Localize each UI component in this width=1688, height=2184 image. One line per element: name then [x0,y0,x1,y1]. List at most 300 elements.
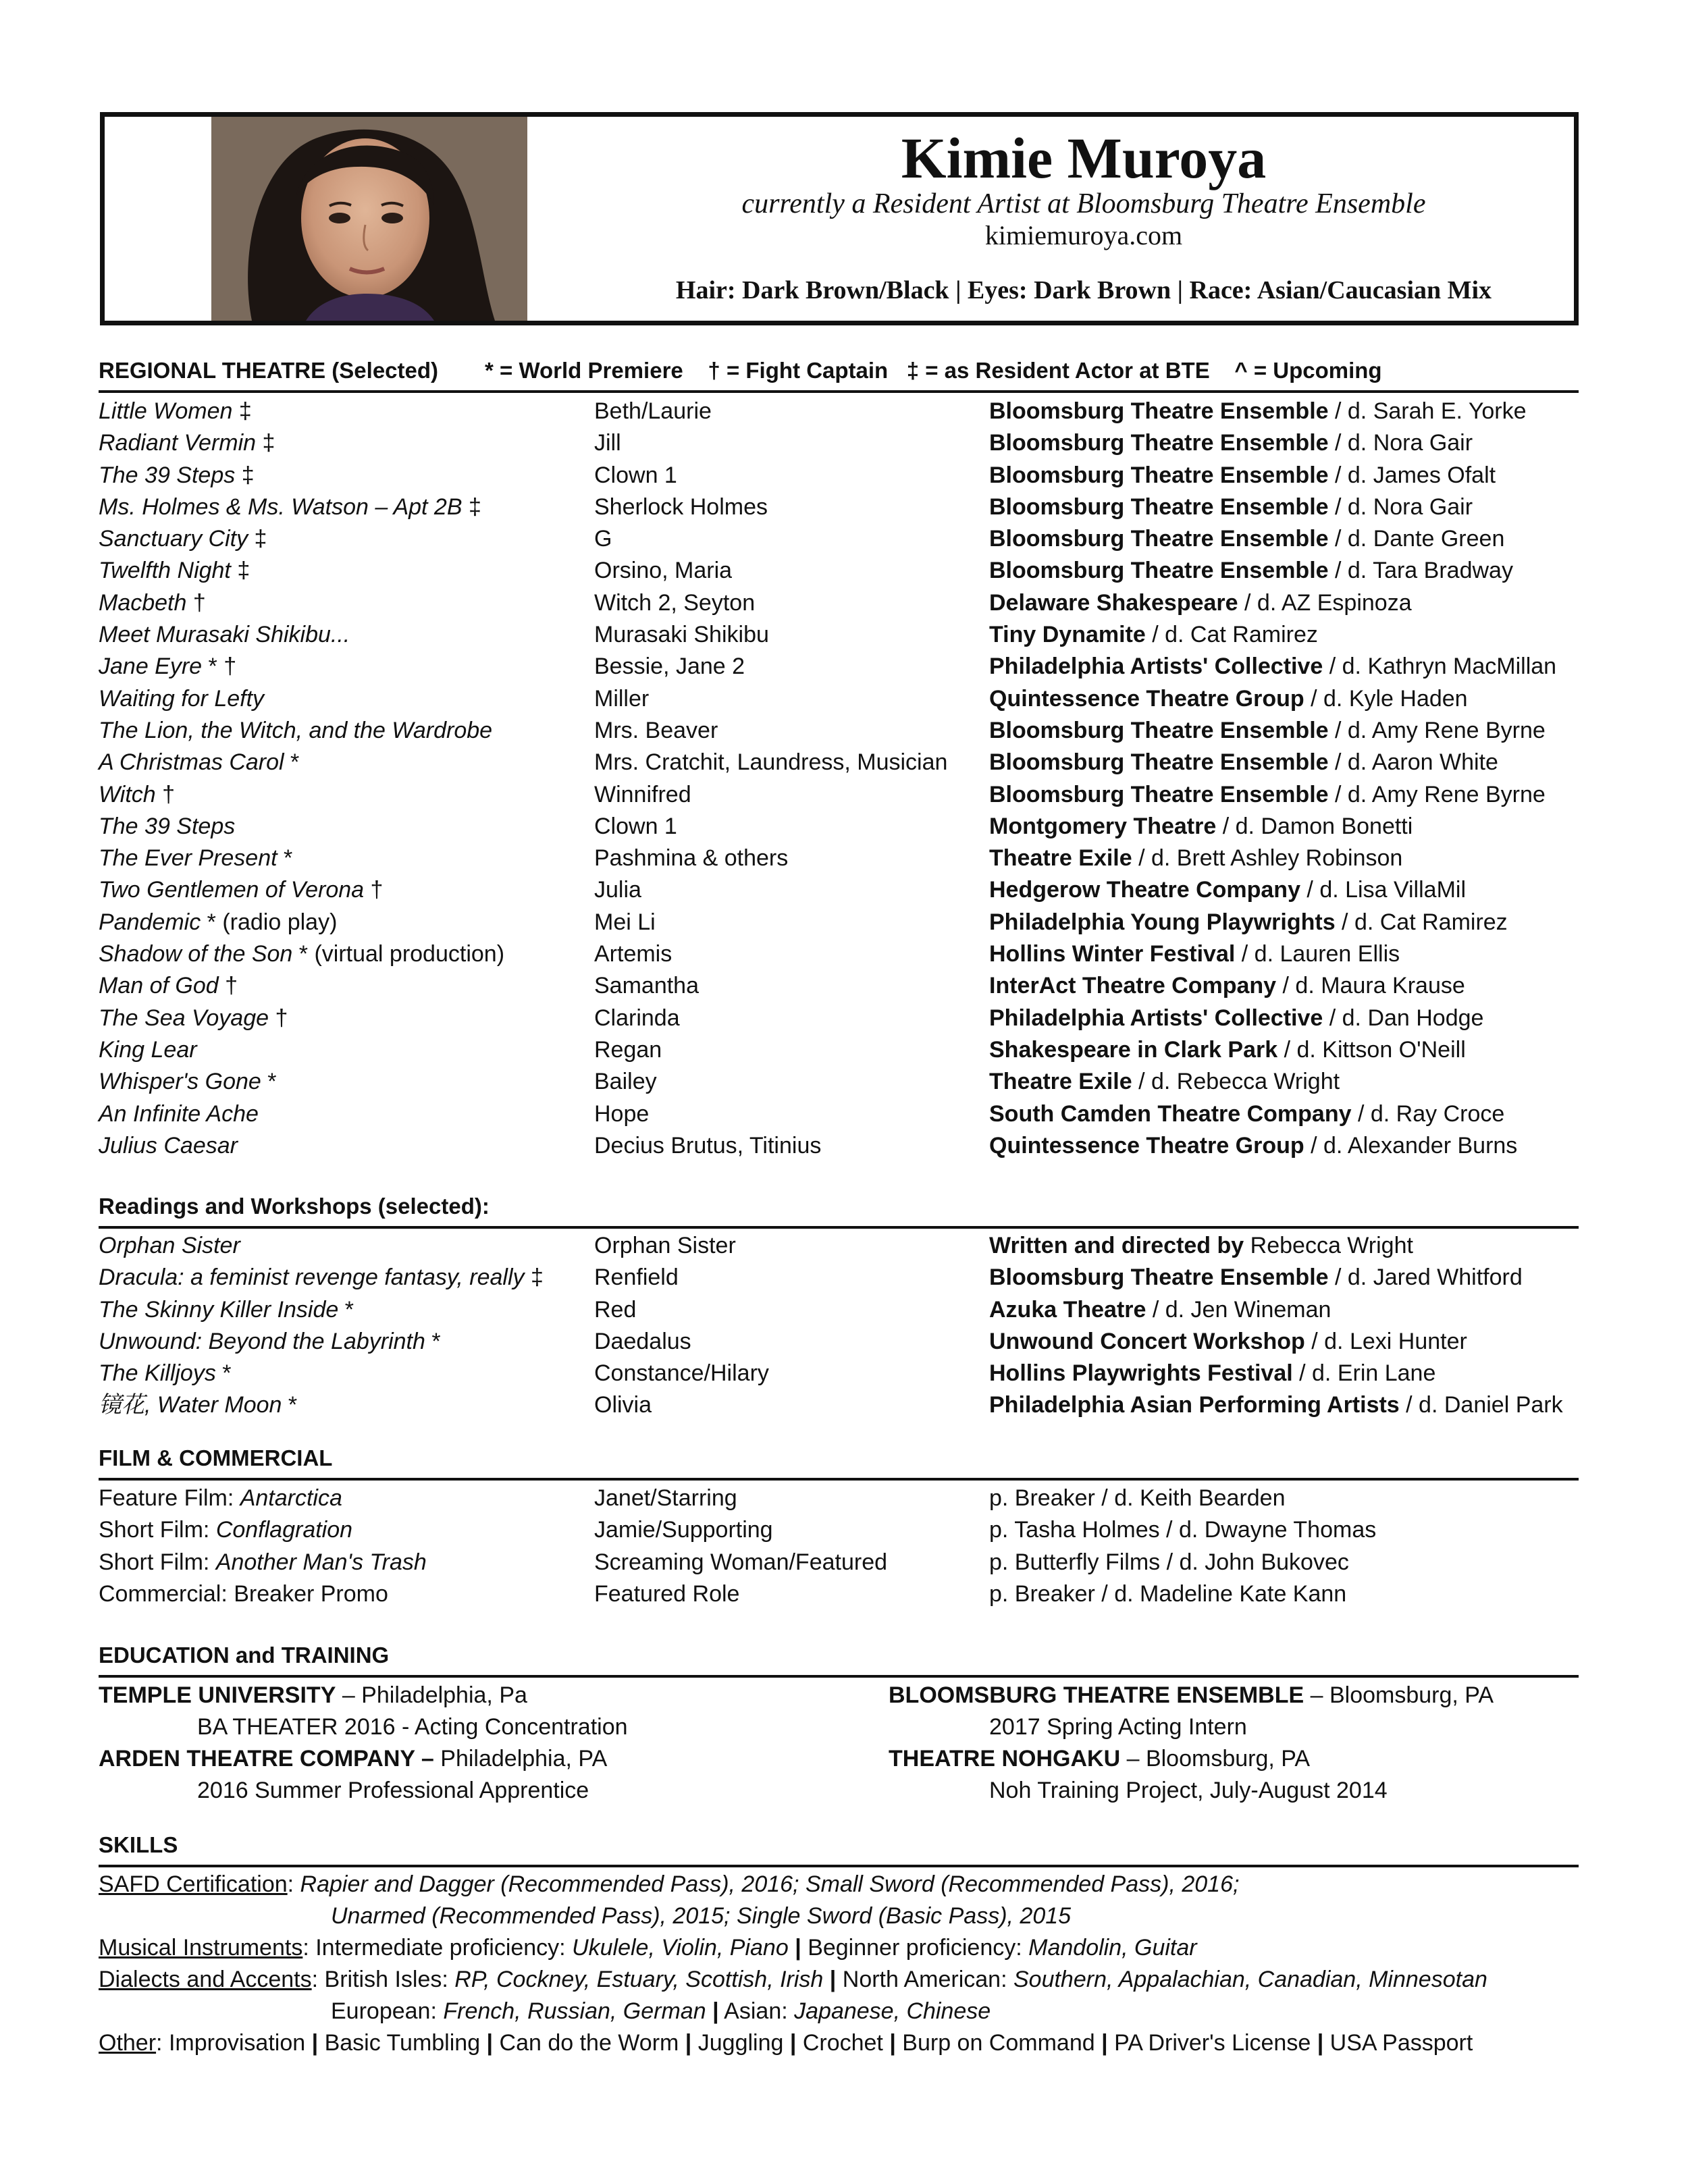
credit-company-cell [989,527,1504,550]
other-skill-item: Improvisation [168,2030,306,2056]
credit-role: Julia [594,877,641,903]
credit-director: / d. Erin Lane [1292,1360,1436,1387]
credit-title: Man of God [99,973,219,999]
credit-title-cell [99,591,206,614]
credit-company-cell [989,623,1318,646]
credit-title-cell [99,1298,354,1321]
readings-credits-list [0,1234,1688,1426]
film-title-cell [99,1551,427,1574]
credit-company-cell [989,464,1496,487]
credit-suffix: ‡ [524,1264,544,1291]
credit-suffix: * [277,845,293,872]
credit-director: / d. Nora Gair [1328,430,1473,456]
credit-role: Pashmina & others [594,845,789,872]
credit-title: Pandemic [99,909,201,935]
credit-company: Philadelphia Young Playwrights [989,909,1336,935]
credit-title-cell [99,400,252,423]
credit-title-cell [99,655,236,678]
readings-heading: Readings and Workshops (selected): [99,1194,490,1219]
school-name: TEMPLE UNIVERSITY [99,1682,336,1708]
credit-title: The Skinny Killer Inside [99,1296,339,1323]
credit-role: Renfield [594,1264,679,1291]
credit-company-cell [989,559,1513,582]
credit-role: Murasaki Shikibu [594,622,769,648]
credit-role: Clown 1 [594,462,677,488]
credit-suffix: † [364,877,384,903]
other-skill-item: Crochet [802,2030,883,2056]
credit-title: Julius Caesar [99,1132,238,1158]
film-credit: p. Butterfly Films / d. John Bukovec [989,1549,1349,1575]
film-credit: p. Breaker / d. Keith Bearden [989,1485,1286,1511]
section-rule [99,1675,1579,1678]
credit-title: A Christmas Carol [99,749,284,776]
credit-company: InterAct Theatre Company [989,973,1277,999]
film-title-cell [99,1487,342,1510]
credit-title: King Lear [99,1036,197,1063]
film-role: Janet/Starring [594,1485,737,1511]
credit-company: Hedgerow Theatre Company [989,877,1300,903]
film-title: Antarctica [240,1485,342,1511]
regional-theatre-heading: REGIONAL THEATRE (Selected) [99,358,439,383]
credit-role: Constance/Hilary [594,1360,769,1387]
credit-row [0,1038,1688,1070]
credit-role: Mrs. Cratchit, Laundress, Musician [594,749,948,776]
credit-company-cell [989,1102,1504,1125]
credit-row [0,1330,1688,1362]
credit-role: Mei Li [594,909,656,935]
safd-detail: Rapier and Dagger (Recommended Pass), 2016; Small Sword (Recommended Pass), 2016; [300,1871,1240,1897]
credit-director: / d. Lisa VillaMil [1300,877,1467,903]
credit-suffix: * [261,1069,277,1095]
credit-director: / d. Sarah E. Yorke [1328,398,1527,424]
credit-company: Tiny Dynamite [989,622,1146,648]
credit-title-cell [99,719,492,742]
credit-row [0,464,1688,496]
school-name: THEATRE NOHGAKU [889,1746,1121,1772]
credit-company: Philadelphia Asian Performing Artists [989,1392,1400,1418]
credit-title: Dracula: a feminist revenge fantasy, really [99,1264,525,1291]
credit-company: Bloomsburg Theatre Ensemble [989,494,1329,520]
credit-company-cell [989,1234,1413,1257]
credit-title: An Infinite Ache [99,1100,259,1127]
credit-director: / d. Brett Ashley Robinson [1132,845,1403,872]
credit-company-cell [989,751,1498,774]
credit-company: Quintessence Theatre Group [989,685,1304,712]
credit-suffix: * (virtual production) [292,941,505,967]
credit-director: / d. Nora Gair [1328,494,1473,520]
credit-title: Waiting for Lefty [99,685,265,712]
credit-suffix: † [186,589,206,616]
education-entry [889,1684,1494,1707]
credit-company: South Camden Theatre Company [989,1100,1352,1127]
credit-role: G [594,526,612,552]
credit-row [0,751,1688,782]
credit-company-cell [989,687,1468,710]
credit-company: Theatre Exile [989,845,1132,872]
credit-row [0,1007,1688,1038]
credit-row [0,1234,1688,1266]
credit-row [0,1102,1688,1134]
separator: | [1094,2030,1115,2056]
credit-suffix: ‡ [235,462,255,488]
credit-director: / d. Cat Ramirez [1145,622,1318,648]
film-row [0,1551,1688,1582]
website-link[interactable]: kimiemuroya.com [984,220,1183,250]
credit-role: Winnifred [594,781,691,807]
credit-company-cell [989,1298,1331,1321]
credit-suffix: * (radio play) [201,909,338,935]
credit-suffix: † [269,1005,288,1031]
education-entry [99,1684,527,1707]
credit-director: / d. Damon Bonetti [1216,813,1413,839]
school-location: – Bloomsburg, PA [1304,1682,1494,1708]
credit-row [0,687,1688,719]
credit-director: / d. Aaron White [1328,749,1498,776]
credit-title: Macbeth [99,589,187,616]
credit-title-cell [99,1362,232,1385]
credit-title: Twelfth Night [99,558,231,584]
music-line: Musical Instruments: Intermediate proficiency: Ukulele, Violin, Piano | Beginner proficiency: Mandolin, Guitar [99,1935,1197,1961]
school-location: Philadelphia, PA [440,1746,608,1772]
film-row [0,1582,1688,1614]
credit-company-cell [989,1038,1466,1061]
credit-row [0,974,1688,1006]
credit-row [0,719,1688,751]
credit-row [0,815,1688,847]
credit-company-cell [989,400,1527,423]
music-beginner: Mandolin, Guitar [1028,1935,1197,1961]
credit-row [0,1070,1688,1102]
credit-company: Bloomsburg Theatre Ensemble [989,430,1329,456]
credit-company-cell [989,1393,1563,1416]
credit-title-cell [99,623,350,646]
separator: | [783,2030,803,2056]
credit-director: / d. Amy Rene Byrne [1328,781,1546,807]
credit-role: Bessie, Jane 2 [594,654,745,680]
credit-title-cell [99,1007,288,1030]
credit-title-cell [99,496,481,518]
credit-director: / d. Dante Green [1328,526,1505,552]
credit-company: Unwound Concert Workshop [989,1328,1305,1354]
music-inter-label: Intermediate proficiency: [315,1935,573,1961]
film-role: Screaming Woman/Featured [594,1549,888,1575]
education-detail: BA THEATER 2016 - Acting Concentration [197,1714,628,1740]
credit-title: Two Gentlemen of Verona [99,877,365,903]
film-type: Commercial: Breaker Promo [99,1580,388,1607]
credit-role: Daedalus [594,1328,691,1354]
credit-title: Meet Murasaki Shikibu... [99,622,350,648]
credit-row [0,878,1688,910]
credit-title-cell [99,1234,240,1257]
other-skill-item: Burp on Command [902,2030,1095,2056]
credit-row [0,623,1688,655]
credit-company: Bloomsburg Theatre Ensemble [989,781,1329,807]
film-type: Feature Film: [99,1485,240,1511]
dialects-line: Dialects and Accents: British Isles: RP, Cockney, Estuary, Scottish, Irish | North American: Southern, Appalachian, Canadian, Minnesotan [99,1967,1487,1992]
credit-company-cell [989,591,1412,614]
credit-suffix: * [215,1360,232,1387]
credit-title: The Ever Present [99,845,278,872]
credit-title-cell [99,1393,297,1416]
credit-role: Miller [594,685,650,712]
credit-director: / d. Jen Wineman [1146,1296,1331,1323]
skills-heading: SKILLS [99,1832,178,1857]
credit-row [0,1266,1688,1298]
other-skill-item: PA Driver's License [1114,2030,1311,2056]
other-skill-item: USA Passport [1329,2030,1473,2056]
school-location: – Bloomsburg, PA [1120,1746,1311,1772]
credit-row [0,400,1688,431]
credit-title: Ms. Holmes & Ms. Watson – Apt 2B [99,494,463,520]
credit-row [0,559,1688,591]
header-box [100,112,1579,325]
film-title-cell [99,1582,388,1605]
separator: | [679,2030,698,2056]
credit-role: Sherlock Holmes [594,494,768,520]
asian-dialects: Japanese, Chinese [794,1998,991,2024]
credit-company-cell [989,1134,1517,1157]
credit-title-cell [99,751,299,774]
film-title: Another Man's Trash [215,1549,427,1575]
credit-title-cell [99,1070,277,1093]
credit-title: Little Women [99,398,233,424]
credit-role: Decius Brutus, Titinius [594,1132,822,1158]
credit-title-cell [99,559,250,582]
credit-director: / d. Lauren Ellis [1235,941,1400,967]
credit-company: Delaware Shakespeare [989,589,1238,616]
credit-company-cell [989,783,1546,806]
credit-director: / d. Rebecca Wright [1132,1069,1340,1095]
credit-company: Bloomsburg Theatre Ensemble [989,526,1329,552]
credit-row [0,847,1688,878]
credit-title: Whisper's Gone [99,1069,261,1095]
safd-detail-continued: Unarmed (Recommended Pass), 2015; Single Sword (Basic Pass), 2015 [331,1903,1072,1929]
credit-role: Beth/Laurie [594,398,712,424]
credit-company-cell [989,911,1508,934]
credit-suffix: ‡ [462,494,481,520]
credit-role: Clown 1 [594,813,677,839]
film-type: Short Film: [99,1549,216,1575]
credit-title-cell [99,1134,238,1157]
credit-row [0,1298,1688,1330]
symbol-legend: * = World Premiere † = Fight Captain ‡ = as Resident Actor at BTE ^ = Upcoming [485,358,1382,383]
credit-company: Bloomsburg Theatre Ensemble [989,398,1329,424]
separator: | [480,2030,500,2056]
credit-title: The Lion, the Witch, and the Wardrobe [99,717,493,743]
credit-director: / d. Ray Croce [1351,1100,1505,1127]
tagline: currently a Resident Artist at Bloomsburg Theatre Ensemble [741,188,1426,219]
section-rule [99,1226,1579,1229]
credit-title-cell [99,815,235,838]
other-label: Other [99,2030,157,2056]
credit-role: Samantha [594,973,699,999]
credit-company-cell [989,847,1402,870]
credit-title: The 39 Steps [99,462,236,488]
credit-title-cell [99,847,292,870]
credit-row [0,1393,1688,1425]
credit-row [0,1362,1688,1393]
credit-company: Azuka Theatre [989,1296,1146,1323]
credit-title: Sanctuary City [99,526,248,552]
credit-title: 镜花, Water Moon [99,1392,282,1418]
credit-company: Bloomsburg Theatre Ensemble [989,462,1329,488]
credit-company-cell [989,1330,1467,1353]
credit-company: Written and directed by [989,1233,1244,1258]
credit-row [0,942,1688,974]
film-role: Jamie/Supporting [594,1517,773,1543]
credit-row [0,1134,1688,1166]
education-entry [889,1747,1310,1770]
credit-director: / d. Kathryn MacMillan [1323,654,1557,680]
credit-company: Bloomsburg Theatre Ensemble [989,1264,1329,1291]
credit-company: Bloomsburg Theatre Ensemble [989,717,1329,743]
credit-company-cell [989,1362,1435,1385]
film-credit: p. Breaker / d. Madeline Kate Kann [989,1580,1347,1607]
north-american-dialects: Southern, Appalachian, Canadian, Minnesotan [1013,1967,1487,1992]
film-credit: p. Tasha Holmes / d. Dwayne Thomas [989,1517,1377,1543]
credit-director: / d. Cat Ramirez [1335,909,1508,935]
credit-suffix: ‡ [230,558,250,584]
education-entry [99,1747,607,1770]
credit-suffix: ‡ [248,526,267,552]
section-rule [99,390,1579,393]
section-rule [99,1478,1579,1481]
european-label: European: [331,1998,444,2024]
credit-role: Witch 2, Seyton [594,589,756,616]
credit-company-cell [989,974,1465,997]
credit-company-cell [989,1007,1483,1030]
credit-row [0,655,1688,687]
credit-company-cell [989,431,1473,454]
credit-title-cell [99,911,337,934]
dialects-line-continued: European: French, Russian, German | Asian: Japanese, Chinese [331,1998,991,2024]
other-skill-item: Can do the Worm [499,2030,679,2056]
credit-suffix: * [425,1328,441,1354]
film-row [0,1518,1688,1550]
credit-role: Regan [594,1036,662,1063]
credit-title: The 39 Steps [99,813,236,839]
education-detail: 2017 Spring Acting Intern [989,1714,1247,1740]
credit-title-cell [99,1102,259,1125]
music-intermediate: Ukulele, Violin, Piano [572,1935,789,1961]
credit-title-cell [99,783,175,806]
separator: | [1311,2030,1330,2056]
music-begin-label: Beginner proficiency: [808,1935,1029,1961]
credit-title-cell [99,1330,441,1353]
separator: | [305,2030,325,2056]
credit-role: Clarinda [594,1005,680,1031]
credit-suffix: ‡ [232,398,252,424]
physical-stats: Hair: Dark Brown/Black | Eyes: Dark Brown | Race: Asian/Caucasian Mix [675,276,1492,304]
dialects-label: Dialects and Accents [99,1967,312,1992]
credit-role: Bailey [594,1069,657,1095]
credit-company: Bloomsburg Theatre Ensemble [989,558,1329,584]
credit-company-cell [989,942,1400,965]
credit-role: Mrs. Beaver [594,717,718,743]
other-skill-item: Juggling [697,2030,784,2056]
credit-company-cell [989,878,1466,901]
name-heading: Kimie Muroya [901,126,1267,190]
film-title: Conflagration [215,1517,353,1543]
credit-director: / d. Alexander Burns [1304,1132,1518,1158]
credit-title-cell [99,942,504,965]
separator: | [882,2030,903,2056]
credit-company-cell [989,496,1473,518]
education-detail: 2016 Summer Professional Apprentice [197,1778,589,1803]
credit-title: The Sea Voyage [99,1005,269,1031]
credit-title-cell [99,974,238,997]
asian-label: Asian: [724,1998,795,2024]
credit-title-cell [99,1038,197,1061]
credit-title-cell [99,1266,544,1289]
safd-line: SAFD Certification: Rapier and Dagger (Recommended Pass), 2016; Small Sword (Recommended Pass), 2016; [99,1871,1240,1897]
film-credits-list [0,1487,1688,1614]
section-rule [99,1865,1579,1867]
credit-suffix: † [218,973,238,999]
regional-credits-list [0,400,1688,1166]
credit-director: / d. Maura Krause [1276,973,1465,999]
credit-director: / d. Lexi Hunter [1304,1328,1467,1354]
credit-company: Bloomsburg Theatre Ensemble [989,749,1329,776]
credit-title-cell [99,431,275,454]
education-heading: EDUCATION and TRAINING [99,1643,390,1668]
safd-label: SAFD Certification [99,1871,288,1897]
film-title-cell [99,1518,352,1541]
credit-suffix: * † [202,654,237,680]
credit-director: / d. Dan Hodge [1323,1005,1484,1031]
school-name: ARDEN THEATRE COMPANY – [99,1746,441,1772]
credit-role: Olivia [594,1392,652,1418]
credit-suffix: ‡ [256,430,275,456]
school-location: – Philadelphia, Pa [336,1682,527,1708]
credit-row [0,527,1688,559]
other-skills-line: Other: Improvisation | Basic Tumbling | Can do the Worm | Juggling | Crochet | Burp on Command | PA Driver's License | USA Passport [99,2030,1473,2056]
credit-director: / d. Tara Bradway [1328,558,1513,584]
credit-role: Artemis [594,941,672,967]
european-dialects: French, Russian, German [443,1998,706,2024]
credit-title: Shadow of the Son [99,941,293,967]
credit-title: Orphan Sister [99,1233,240,1258]
film-type: Short Film: [99,1517,216,1543]
credit-company: Hollins Winter Festival [989,941,1236,967]
credit-role: Orsino, Maria [594,558,733,584]
credit-suffix: * [284,749,300,776]
credit-suffix: † [155,781,176,807]
credit-row [0,911,1688,942]
other-skills-items [163,2030,1473,2056]
credit-company-cell [989,1070,1340,1093]
credit-title: The Killjoys [99,1360,216,1387]
credit-company: Philadelphia Artists' Collective [989,654,1323,680]
film-row [0,1487,1688,1518]
north-american-label: North American: [842,1967,1013,1992]
credit-title-cell [99,527,267,550]
credit-company-cell [989,815,1413,838]
film-heading: FILM & COMMERCIAL [99,1445,333,1470]
credit-row [0,783,1688,815]
british-dialects: RP, Cockney, Estuary, Scottish, Irish [454,1967,824,1992]
school-name: BLOOMSBURG THEATRE ENSEMBLE [889,1682,1304,1708]
credit-director: / d. Kyle Haden [1304,685,1468,712]
credit-row [0,496,1688,527]
headshot-illustration [211,117,527,321]
credit-row [0,431,1688,463]
credit-role: Orphan Sister [594,1233,736,1258]
credit-role: Hope [594,1100,650,1127]
british-label: British Isles: [324,1967,455,1992]
credit-company: Shakespeare in Clark Park [989,1036,1278,1063]
credit-company: Montgomery Theatre [989,813,1217,839]
